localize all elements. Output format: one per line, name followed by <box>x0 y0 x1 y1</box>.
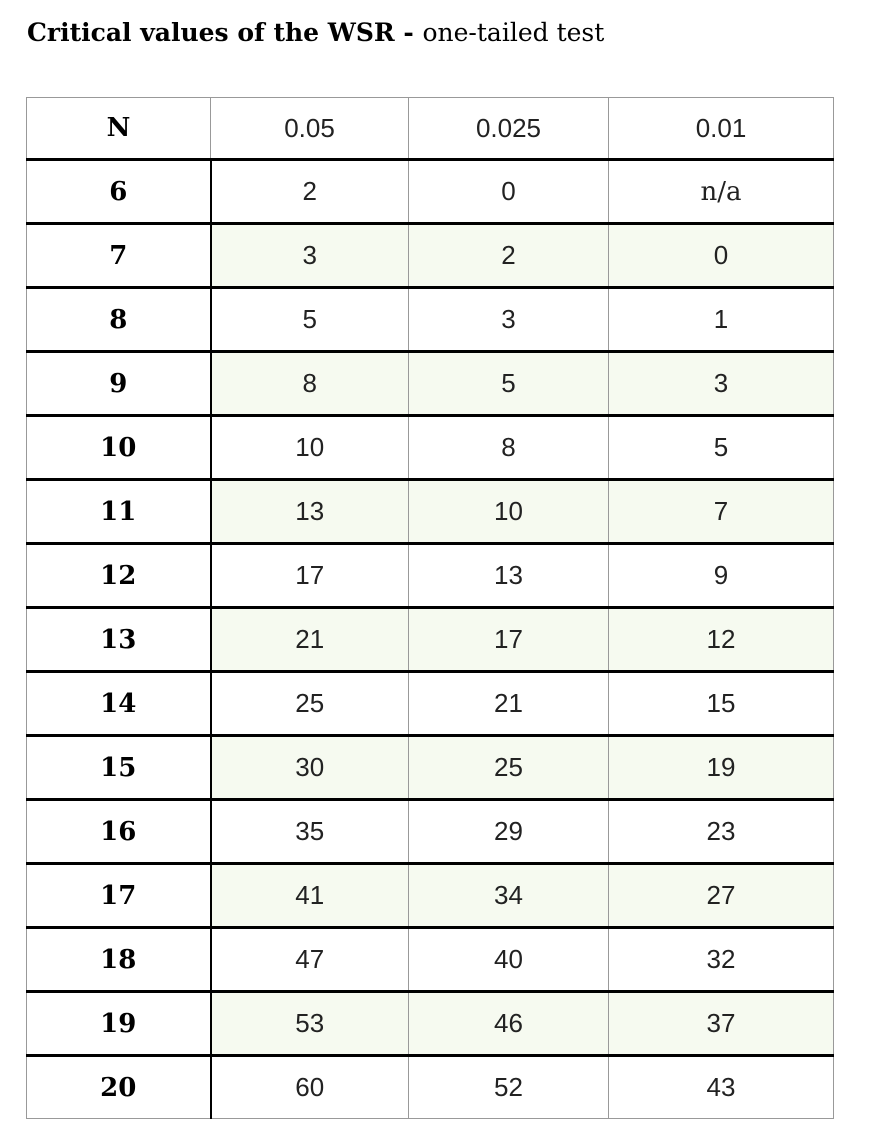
table-body <box>27 160 834 1119</box>
table-row <box>27 928 834 992</box>
cell-n: 8 <box>27 288 211 352</box>
cell-alpha-0025: 2 <box>409 224 609 288</box>
table-row <box>27 608 834 672</box>
cell-alpha-0025: 34 <box>409 864 609 928</box>
cell-alpha-001: 12 <box>609 608 834 672</box>
cell-alpha-0025: 10 <box>409 480 609 544</box>
cell-alpha-0025: 3 <box>409 288 609 352</box>
cell-alpha-0025: 17 <box>409 608 609 672</box>
cell-n: 17 <box>27 864 211 928</box>
cell-n: 13 <box>27 608 211 672</box>
cell-alpha-0025: 29 <box>409 800 609 864</box>
cell-n: 6 <box>27 160 211 224</box>
cell-n: 18 <box>27 928 211 992</box>
cell-alpha-0025: 46 <box>409 992 609 1056</box>
cell-n: 12 <box>27 544 211 608</box>
header-alpha-0025: 0.025 <box>409 98 609 160</box>
table-row <box>27 352 834 416</box>
table-row <box>27 480 834 544</box>
header-row <box>27 98 834 160</box>
cell-alpha-001: 27 <box>609 864 834 928</box>
cell-n: 20 <box>27 1056 211 1119</box>
table-row <box>27 224 834 288</box>
cell-alpha-005: 13 <box>211 480 409 544</box>
cell-alpha-001: 9 <box>609 544 834 608</box>
cell-alpha-001: 23 <box>609 800 834 864</box>
table-row <box>27 800 834 864</box>
cell-alpha-001: 19 <box>609 736 834 800</box>
cell-alpha-005: 10 <box>211 416 409 480</box>
cell-alpha-005: 3 <box>211 224 409 288</box>
cell-alpha-0025: 0 <box>409 160 609 224</box>
cell-alpha-005: 47 <box>211 928 409 992</box>
cell-alpha-005: 21 <box>211 608 409 672</box>
title-subtitle: one-tailed test <box>422 18 605 47</box>
cell-alpha-001: 7 <box>609 480 834 544</box>
cell-alpha-0025: 25 <box>409 736 609 800</box>
table-row <box>27 160 834 224</box>
cell-n: 19 <box>27 992 211 1056</box>
table-row <box>27 864 834 928</box>
cell-alpha-001: n/a <box>609 160 834 224</box>
cell-alpha-0025: 52 <box>409 1056 609 1119</box>
cell-alpha-0025: 8 <box>409 416 609 480</box>
cell-alpha-001: 32 <box>609 928 834 992</box>
cell-alpha-001: 37 <box>609 992 834 1056</box>
cell-alpha-005: 35 <box>211 800 409 864</box>
cell-alpha-001: 1 <box>609 288 834 352</box>
cell-alpha-005: 60 <box>211 1056 409 1119</box>
table-row <box>27 992 834 1056</box>
page-title <box>27 18 604 47</box>
cell-n: 16 <box>27 800 211 864</box>
cell-n: 10 <box>27 416 211 480</box>
cell-n: 15 <box>27 736 211 800</box>
cell-alpha-005: 25 <box>211 672 409 736</box>
table-row <box>27 544 834 608</box>
cell-alpha-005: 30 <box>211 736 409 800</box>
cell-n: 7 <box>27 224 211 288</box>
cell-alpha-001: 0 <box>609 224 834 288</box>
cell-n: 14 <box>27 672 211 736</box>
cell-alpha-005: 17 <box>211 544 409 608</box>
title-bold: Critical values of the WSR - <box>27 18 423 47</box>
cell-alpha-005: 8 <box>211 352 409 416</box>
table-row <box>27 416 834 480</box>
cell-n: 11 <box>27 480 211 544</box>
cell-alpha-001: 3 <box>609 352 834 416</box>
table-row <box>27 672 834 736</box>
table-row <box>27 288 834 352</box>
table-row <box>27 1056 834 1119</box>
cell-alpha-001: 15 <box>609 672 834 736</box>
cell-alpha-001: 43 <box>609 1056 834 1119</box>
table-row <box>27 736 834 800</box>
cell-alpha-005: 5 <box>211 288 409 352</box>
header-n: N <box>27 98 211 160</box>
header-alpha-005: 0.05 <box>211 98 409 160</box>
cell-alpha-0025: 40 <box>409 928 609 992</box>
critical-values-table <box>26 97 834 1119</box>
header-alpha-001: 0.01 <box>609 98 834 160</box>
cell-alpha-005: 2 <box>211 160 409 224</box>
cell-alpha-005: 41 <box>211 864 409 928</box>
cell-alpha-001: 5 <box>609 416 834 480</box>
cell-alpha-005: 53 <box>211 992 409 1056</box>
cell-alpha-0025: 21 <box>409 672 609 736</box>
cell-alpha-0025: 13 <box>409 544 609 608</box>
cell-n: 9 <box>27 352 211 416</box>
cell-alpha-0025: 5 <box>409 352 609 416</box>
